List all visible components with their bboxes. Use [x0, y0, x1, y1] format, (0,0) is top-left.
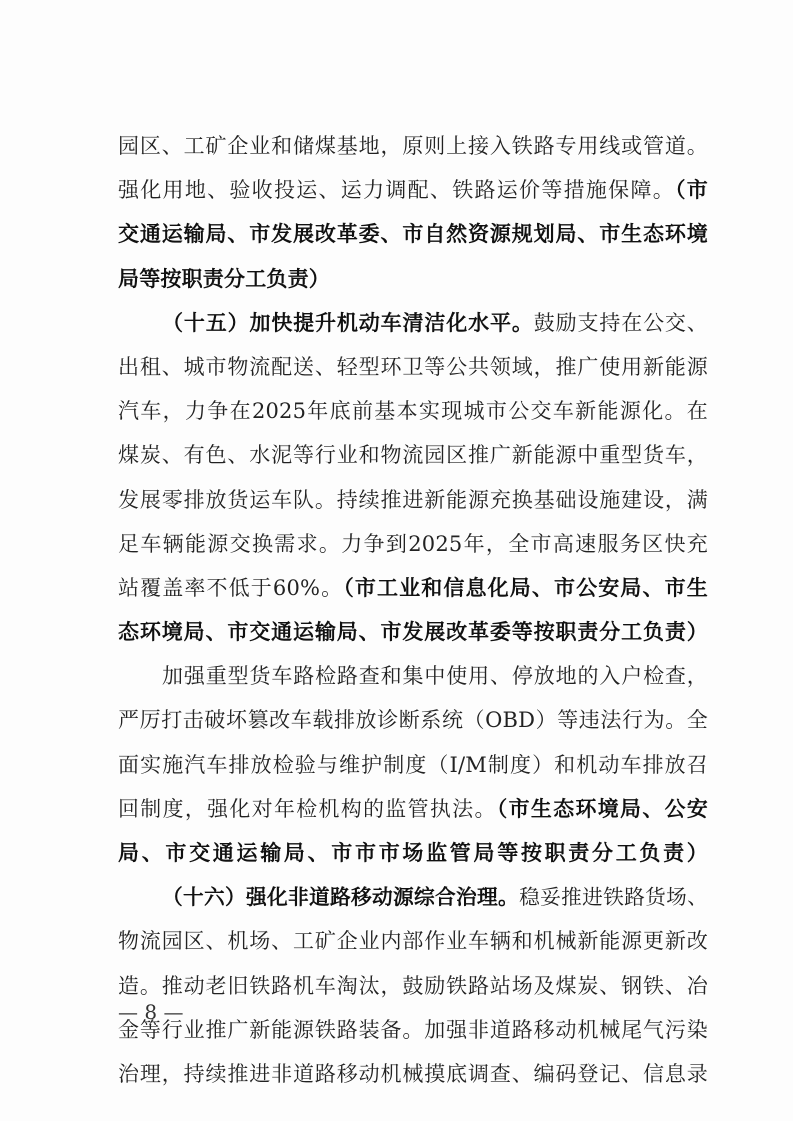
text-run: 治理，持续推进非道路移动机械摸底调查、编码登记、信息录: [118, 1061, 708, 1086]
text-line-5: [118, 301, 708, 345]
body-text: [118, 124, 708, 1096]
text-line-12: [118, 610, 708, 654]
text-run-bold: 交通运输局、市发展改革委、市自然资源规划局、市生态环境: [118, 221, 708, 247]
text-run-bold: （市工业和信息化局、市公安局、市生: [343, 574, 708, 600]
section-heading-16: （十六）强化非道路移动源综合治理。: [162, 885, 520, 910]
text-run: 发展零排放货运车队。持续推进新能源充换基础设施建设，满: [118, 487, 708, 512]
text-line-14: [118, 698, 708, 742]
text-run: 加强重型货车路检路查和集中使用、停放地的入户检查，: [162, 664, 708, 689]
text-run: 园区、工矿企业和储煤基地，原则上接入铁路专用线或管道。: [118, 134, 708, 158]
text-line-17: [118, 831, 708, 875]
text-run: 回制度，强化对年检机构的监管执法。: [118, 796, 497, 821]
text-line-8: [118, 433, 708, 477]
text-line-11: [118, 566, 708, 610]
text-line-22: [118, 1052, 708, 1096]
text-line-1: [118, 124, 708, 168]
text-run-bold: 态环境局、市交通运输局、市发展改革委等按职责分工负责）: [118, 619, 708, 645]
section-heading-15: （十五）加快提升机动车清洁化水平。: [162, 309, 534, 335]
text-run: 足车辆能源交换需求。力争到2025年，全市高速服务区快充: [118, 531, 708, 556]
text-run: 站覆盖率不低于60%。: [118, 575, 344, 600]
text-line-4: [118, 257, 708, 301]
text-run: 鼓励支持在公交、: [533, 310, 708, 335]
text-run: 强化用地、验收投运、运力调配、铁路运价等措施保障。: [118, 178, 676, 203]
text-run: 稳妥推进铁路货场、: [519, 885, 708, 910]
text-run: 煤炭、有色、水泥等行业和物流园区推广新能源中重型货车，: [118, 443, 708, 468]
text-line-2: [118, 168, 708, 212]
text-run-bold: 局等按职责分工负责）: [118, 265, 330, 291]
text-line-7: [118, 389, 708, 433]
text-line-16: [118, 787, 708, 831]
page-number: — 8 —: [118, 1000, 184, 1024]
text-line-21: [118, 1008, 708, 1052]
text-line-6: [118, 345, 708, 389]
text-line-10: [118, 522, 708, 566]
text-run: 面实施汽车排放检验与维护制度（I/M制度）和机动车排放召: [118, 752, 708, 777]
text-run: 物流园区、机场、工矿企业内部作业车辆和机械新能源更新改: [118, 929, 708, 954]
text-line-3: [118, 212, 708, 256]
text-line-13: [118, 654, 708, 698]
text-line-15: [118, 743, 708, 787]
text-line-19: [118, 919, 708, 963]
text-run: 汽车，力争在2025年底前基本实现城市公交车新能源化。在: [118, 399, 708, 424]
text-run: 严厉打击破坏篡改车载排放诊断系统（OBD）等违法行为。全: [118, 708, 708, 733]
text-line-9: [118, 478, 708, 522]
text-line-20: [118, 964, 708, 1008]
text-run: 造。推动老旧铁路机车淘汰，鼓励铁路站场及煤炭、钢铁、冶: [118, 973, 708, 998]
text-run: 金等行业推广新能源铁路装备。加强非道路移动机械尾气污染: [118, 1017, 708, 1042]
text-line-18: [118, 875, 708, 919]
text-run-bold: 局、市交通运输局、市市市场监管局等按职责分工负责）: [118, 840, 708, 865]
text-run-bold: （市: [675, 177, 708, 203]
text-run-bold: （市生态环境局、公安: [496, 795, 708, 821]
text-run: 出租、城市物流配送、轻型环卫等公共领域，推广使用新能源: [118, 354, 708, 379]
